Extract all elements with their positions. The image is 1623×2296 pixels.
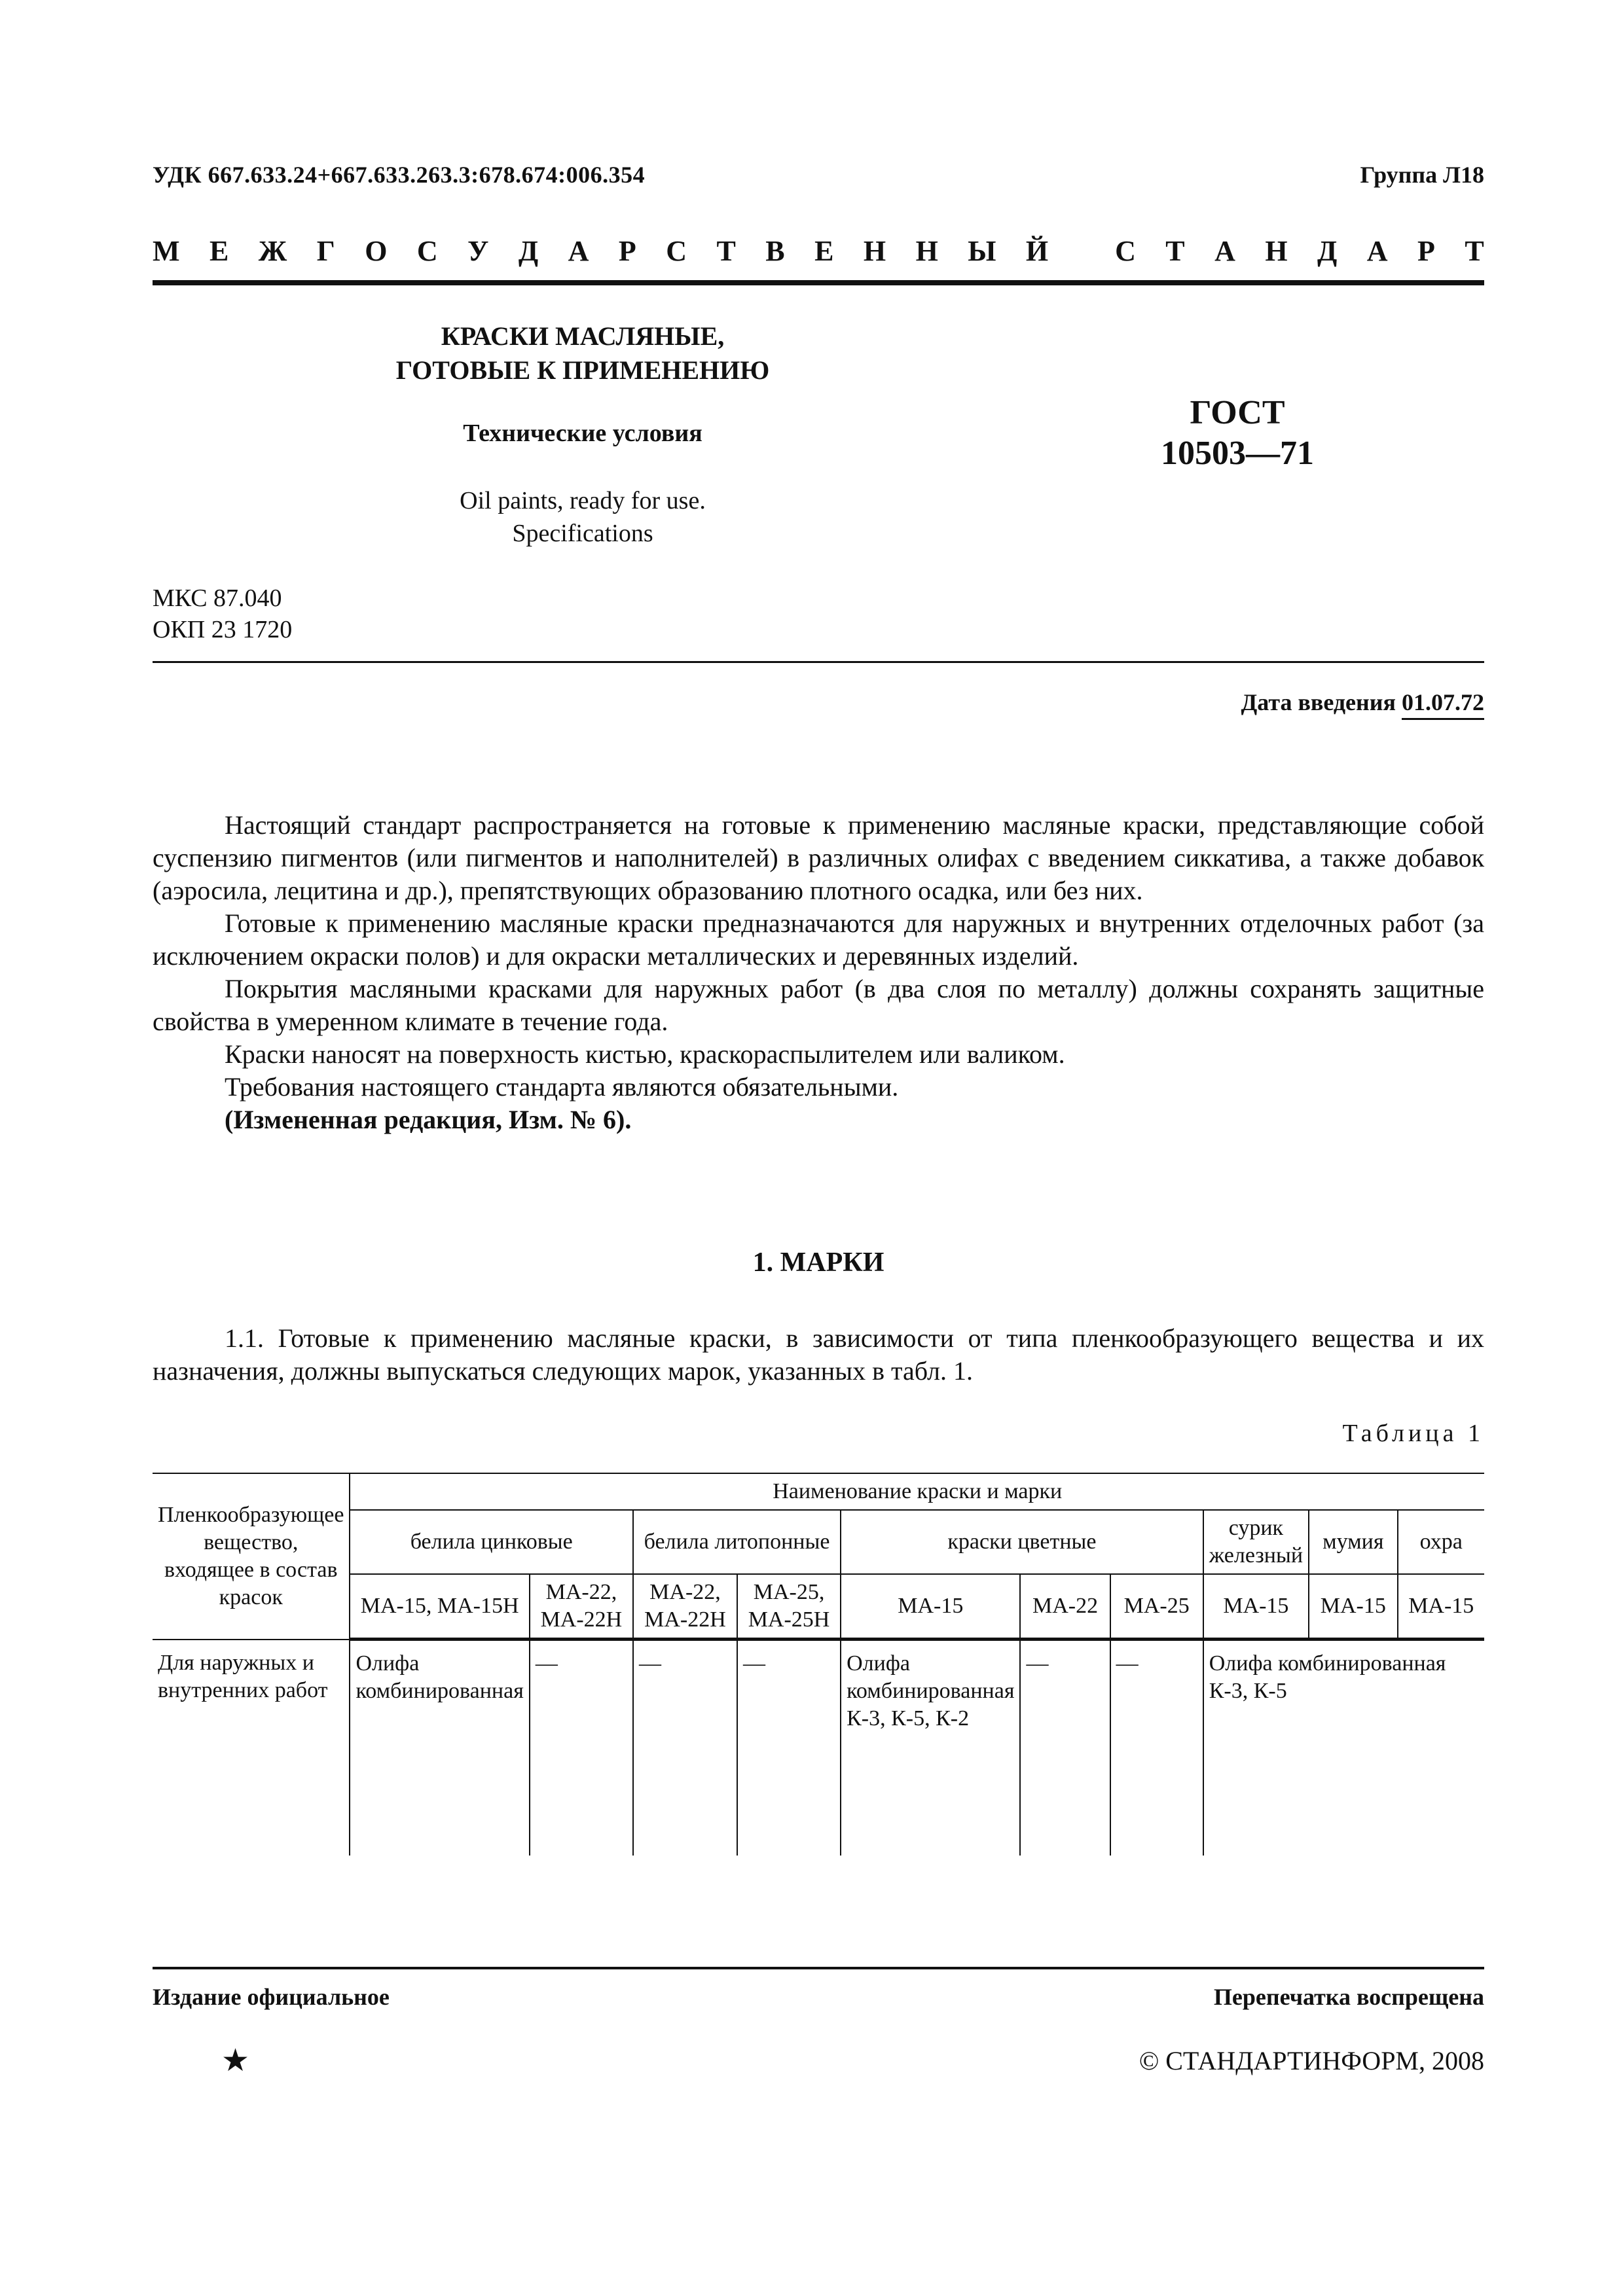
table-header-cell: краски цветные — [841, 1510, 1203, 1574]
table-cell: — — [1110, 1640, 1203, 1856]
reprint-prohibited-label: Перепечатка воспрещена — [1213, 1984, 1484, 2010]
star-icon: ★ — [221, 2043, 250, 2078]
grades-table — [153, 1473, 1484, 1856]
header-rule — [153, 661, 1484, 663]
amendment-note: (Измененная редакция, Изм. № 6). — [225, 1105, 632, 1134]
section-title: 1. МАРКИ — [752, 1247, 884, 1278]
udk-code: УДК 667.633.24+667.633.263.3:678.674:006.354 — [153, 162, 646, 188]
effective-date-value: 01.07.72 — [1402, 689, 1484, 720]
clause-1-1: 1.1. Готовые к применению масляные краски, в зависимости от типа пленкообразующего вещества и их назначения, должны выпускаться следующих марок, указанных в табл. 1. — [153, 1323, 1484, 1386]
table-header-cell: охра — [1398, 1510, 1484, 1574]
table-group-header: Наименование краски и марки — [350, 1473, 1484, 1510]
table-cell: — — [530, 1640, 633, 1856]
table-mark-cell: МА-15, МА-15Н — [350, 1574, 529, 1640]
group-code: Группа Л18 — [1360, 162, 1484, 188]
classification-codes — [153, 583, 292, 645]
table-cell: Олифа комбинированная К-3, К-5 — [1209, 1651, 1446, 1703]
table-mark-cell: МА-15 — [1398, 1574, 1484, 1640]
effective-date: Дата введения 01.07.72 — [1241, 689, 1485, 716]
table-cell: Олифа комбинированная К-3, К-5, К-2 — [841, 1640, 1020, 1856]
intro-paragraph: Краски наносят на поверхность кистью, краскораспылителем или валиком. — [225, 1039, 1065, 1069]
table-header-cell: белила литопонные — [633, 1510, 841, 1574]
table-cell: — — [737, 1640, 841, 1856]
table-header-cell: мумия — [1309, 1510, 1397, 1574]
table-row-label: Для наружных и внутренних работ — [153, 1640, 350, 1856]
table-header-cell: сурик железный — [1203, 1510, 1309, 1574]
intro-paragraph: Настоящий стандарт распространяется на готовые к применению масляные краски, представляющие собой суспензию пигментов (или пигментов и наполнителей) в различных олифах с введением сиккатива, а также добавок (аэросила, лецитина и др.), препятствующих образованию плотного осадка, или без них. — [153, 810, 1484, 905]
table-mark-cell: МА-15 — [1203, 1574, 1309, 1640]
intro-paragraph: Готовые к применению масляные краски предназначаются для наружных и внутренних отделочных работ (за исключением окраски полов) и для окраски металлических и деревянных изделий. — [153, 908, 1484, 971]
document-subtitle: Технические условия — [463, 420, 702, 447]
table-mark-cell: МА-22, МА-22Н — [530, 1574, 633, 1640]
mks-code: МКС 87.040 — [153, 584, 282, 612]
footer-rule — [153, 1967, 1484, 1969]
copyright-notice: © СТАНДАРТИНФОРМ, 2008 — [1139, 2046, 1484, 2075]
document-title: КРАСКИ МАСЛЯНЫЕ, ГОТОВЫЕ К ПРИМЕНЕНИЮ — [395, 321, 770, 385]
intro-paragraph: Требования настоящего стандарта являются обязательными. — [225, 1072, 899, 1102]
table-caption: Таблица 1 — [1342, 1420, 1484, 1447]
table-cell: — — [1020, 1640, 1110, 1856]
standard-banner: М Е Ж Г О С У Д А Р С Т В Е Н Н Ы Й С Т А Н Д А Р Т — [153, 235, 1484, 267]
table-mark-cell: МА-15 — [1309, 1574, 1397, 1640]
table-mark-cell: МА-25 — [1110, 1574, 1203, 1640]
intro-text — [153, 809, 1484, 1136]
table-corner-header: Пленкообразующее вещество, входящее в состав красок — [153, 1473, 350, 1640]
okp-code: ОКП 23 1720 — [153, 616, 293, 643]
table-mark-cell: МА-22, МА-22Н — [633, 1574, 737, 1640]
intro-paragraph: Покрытия масляными красками для наружных работ (в два слоя по металлу) должны сохранять защитные свойства в умеренном климате в течение года. — [153, 974, 1484, 1036]
banner-rule — [153, 280, 1484, 285]
table-mark-cell: МА-25, МА-25Н — [737, 1574, 841, 1640]
english-title: Oil paints, ready for use. Specifications — [460, 487, 706, 547]
table-mark-cell: МА-22 — [1020, 1574, 1110, 1640]
table-cell: — — [633, 1640, 737, 1856]
table-cell: Олифа комбинированная — [350, 1640, 529, 1856]
table-header-cell: белила цинковые — [350, 1510, 633, 1574]
official-edition-label: Издание официальное — [153, 1984, 390, 2010]
table-mark-cell: МА-15 — [841, 1574, 1020, 1640]
gost-number: ГОСТ 10503—71 — [1161, 394, 1314, 472]
